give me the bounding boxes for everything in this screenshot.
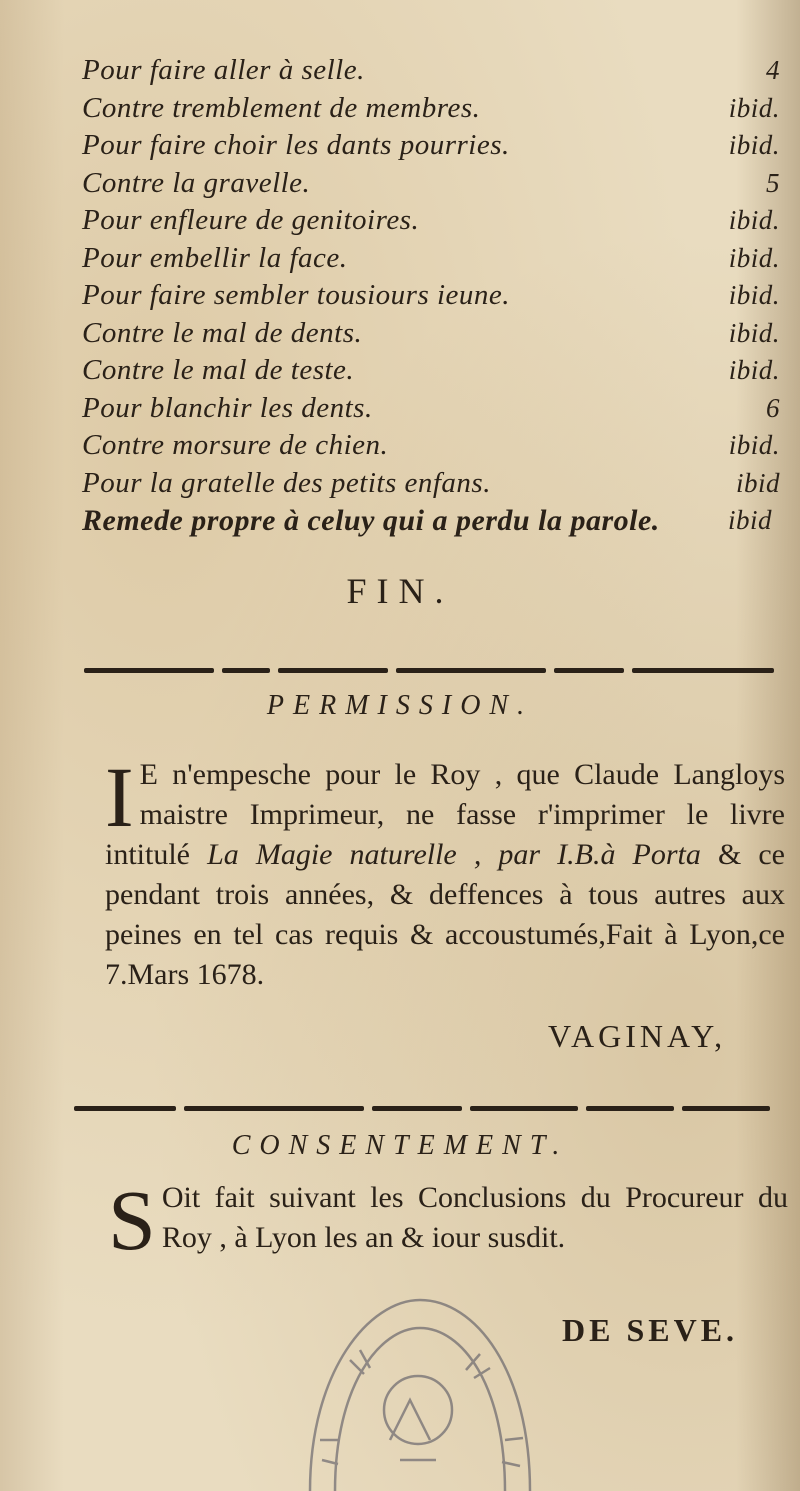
toc-entry-page: ibid. bbox=[728, 205, 780, 235]
toc-entry-page: 6 bbox=[766, 392, 780, 423]
toc-entry-page: 5 bbox=[766, 167, 780, 198]
toc-entry bbox=[82, 315, 788, 353]
toc-entry-page: ibid. bbox=[728, 317, 780, 348]
permission-book-title: La Magie naturelle , par I.B.à Porta bbox=[207, 838, 701, 871]
toc-entry bbox=[82, 465, 788, 503]
toc-entry-page: ibid. bbox=[728, 92, 780, 123]
table-of-contents bbox=[82, 52, 788, 540]
consentement-text-body: Oit fait suivant les Conclusions du Procureur du Roy , à Lyon les an & iour susdit. bbox=[161, 1181, 788, 1254]
ornamental-rule-bottom bbox=[74, 1106, 770, 1113]
permission-title: PERMISSION. bbox=[266, 690, 534, 721]
library-stamp-seal bbox=[290, 1290, 540, 1491]
toc-entry-title: Pour la gratelle des petits enfans. bbox=[82, 466, 491, 499]
toc-entry bbox=[82, 127, 788, 165]
toc-entry-title: Contre le mal de dents. bbox=[82, 316, 363, 349]
permission-text bbox=[105, 749, 785, 995]
toc-entry bbox=[82, 277, 788, 315]
toc-entry-page: 4 bbox=[766, 55, 780, 85]
toc-entry-title: Pour faire choir les dants pourries. bbox=[82, 129, 510, 161]
toc-entry bbox=[82, 165, 788, 203]
toc-entry-title: Pour embellir la face. bbox=[82, 241, 348, 274]
consentement-signature: DE SEVE. bbox=[562, 1312, 739, 1348]
toc-entry-page: ibid. bbox=[728, 355, 780, 385]
toc-entry-title: Pour enfleure de genitoires. bbox=[82, 204, 420, 236]
consentement-dropcap: S bbox=[108, 1172, 156, 1268]
toc-entry-title: Contre tremblement de membres. bbox=[82, 91, 481, 124]
fin-mark: FIN. bbox=[346, 571, 454, 611]
toc-entry-title: Pour blanchir les dents. bbox=[82, 391, 373, 424]
consentement-title: CONSENTEMENT. bbox=[231, 1130, 569, 1161]
permission-text-end: & ce pendant trois années, & deffences à tous autres aux peines en tel cas requis & accoustumés,Fait à Lyon,ce 7.Mars 1678. bbox=[105, 838, 785, 991]
toc-entry-page: ibid. bbox=[728, 242, 780, 273]
toc-entry-title: Remede propre à celuy qui a perdu la parole. bbox=[82, 504, 660, 537]
toc-entry bbox=[82, 240, 788, 278]
permission-text-start: E n'empesche pour le Roy , que Claude Langloys maistre Imprimeur, ne fasse r'imprimer le livre intitulé bbox=[105, 758, 785, 871]
toc-entry bbox=[82, 52, 788, 90]
permission-signature: VAGINAY, bbox=[548, 1018, 727, 1054]
consentement-text bbox=[108, 1172, 788, 1268]
toc-entry bbox=[82, 352, 788, 390]
toc-entry bbox=[82, 90, 788, 128]
toc-entry-page: ibid. bbox=[728, 130, 780, 160]
permission-dropcap: I bbox=[105, 749, 134, 845]
toc-entry bbox=[82, 202, 788, 240]
toc-entry-title: Pour faire sembler tousiours ieune. bbox=[82, 279, 511, 311]
toc-entry-page: ibid bbox=[727, 505, 772, 535]
toc-entry-title: Contre le mal de teste. bbox=[82, 354, 355, 386]
toc-entry bbox=[82, 427, 788, 465]
toc-entry-title: Pour faire aller à selle. bbox=[82, 54, 365, 86]
toc-entry-page: ibid bbox=[735, 467, 780, 498]
toc-entry-title: Contre la gravelle. bbox=[82, 166, 311, 199]
ornamental-rule-top bbox=[84, 668, 774, 675]
toc-entry bbox=[82, 390, 788, 428]
toc-entry-page: ibid. bbox=[728, 430, 780, 460]
toc-entry-page: ibid. bbox=[728, 280, 780, 310]
toc-entry-title: Contre morsure de chien. bbox=[82, 429, 389, 461]
toc-entry bbox=[82, 502, 788, 540]
